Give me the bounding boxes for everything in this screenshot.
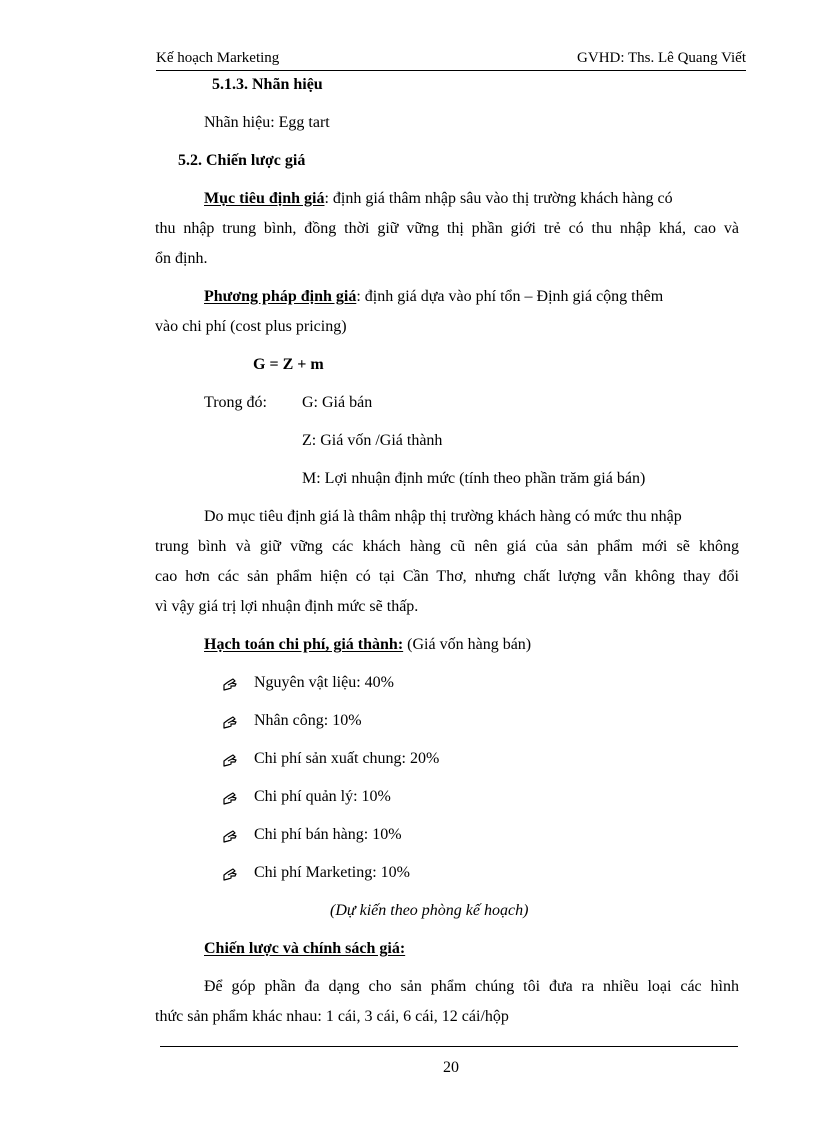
pointing-hand-icon bbox=[222, 866, 238, 882]
pointing-hand-icon bbox=[222, 828, 238, 844]
chien-luoc-line2: thức sản phẩm khác nhau: 1 cái, 3 cái, 6 cái, 12 cái/hộp bbox=[155, 1008, 509, 1025]
header-left: Kế hoạch Marketing bbox=[156, 50, 280, 66]
page-number: 20 bbox=[443, 1059, 459, 1076]
do-muc-tieu-line3: cao hơn các sản phẩm hiện có tại Cần Thơ, nhưng chất lượng vẫn không thay đổi bbox=[155, 568, 739, 585]
phuong-phap-line2: vào chi phí (cost plus pricing) bbox=[155, 318, 347, 335]
section-52-title: 5.2. Chiến lược giá bbox=[178, 152, 306, 169]
plan-note: (Dự kiến theo phòng kế hoạch) bbox=[330, 902, 529, 919]
muc-tieu-line3: ổn định. bbox=[155, 250, 208, 267]
formula: G = Z + m bbox=[253, 356, 324, 373]
cost-list-item: Nhân công: 10% bbox=[254, 712, 362, 729]
chien-luoc-label: Chiến lược và chính sách giá: bbox=[204, 940, 406, 957]
do-muc-tieu-line4: vì vậy giá trị lợi nhuận định mức sẽ thấp. bbox=[155, 598, 419, 615]
trong-do-item-m: M: Lợi nhuận định mức (tính theo phần trăm giá bán) bbox=[302, 470, 646, 487]
footer-rule bbox=[160, 1046, 738, 1047]
muc-tieu-line1-text: : định giá thâm nhập sâu vào thị trường khách hàng có bbox=[324, 190, 673, 207]
section-513-title: 5.1.3. Nhãn hiệu bbox=[212, 76, 323, 93]
trong-do-item-z: Z: Giá vốn /Giá thành bbox=[302, 432, 443, 449]
phuong-phap-line1-text: : định giá dựa vào phí tổn – Định giá cộng thêm bbox=[356, 288, 664, 305]
cost-list-item: Chi phí bán hàng: 10% bbox=[254, 826, 402, 843]
header-right: GVHD: Ths. Lê Quang Viết bbox=[577, 50, 746, 66]
hach-toan-rest: (Giá vốn hàng bán) bbox=[403, 636, 532, 653]
cost-list-item: Chi phí Marketing: 10% bbox=[254, 864, 410, 881]
do-muc-tieu-line2: trung bình và giữ vững các khách hàng cũ nên giá của sản phẩm mới sẽ không bbox=[155, 538, 739, 555]
header-rule bbox=[156, 70, 746, 71]
cost-list-item: Chi phí sản xuất chung: 20% bbox=[254, 750, 440, 767]
trong-do-label: Trong đó: bbox=[204, 394, 267, 411]
hach-toan-label: Hạch toán chi phí, giá thành: bbox=[204, 636, 404, 653]
cost-list-item: Nguyên vật liệu: 40% bbox=[254, 674, 394, 691]
muc-tieu-label: Mục tiêu định giá bbox=[204, 190, 325, 207]
do-muc-tieu-line1: Do mục tiêu định giá là thâm nhập thị trường khách hàng có mức thu nhập bbox=[204, 508, 682, 525]
cost-list-item: Chi phí quản lý: 10% bbox=[254, 788, 391, 805]
phuong-phap-line1 bbox=[204, 288, 663, 306]
pointing-hand-icon bbox=[222, 752, 238, 768]
chien-luoc-line1: Để góp phần đa dạng cho sản phẩm chúng tôi đưa ra nhiều loại các hình bbox=[204, 978, 739, 995]
pointing-hand-icon bbox=[222, 676, 238, 692]
pointing-hand-icon bbox=[222, 714, 238, 730]
brand-line: Nhãn hiệu: Egg tart bbox=[204, 114, 330, 131]
muc-tieu-line1 bbox=[204, 190, 673, 208]
muc-tieu-line2: thu nhập trung bình, đồng thời giữ vững thị phần giới trẻ có thu nhập khá, cao và bbox=[155, 220, 739, 237]
pointing-hand-icon bbox=[222, 790, 238, 806]
hach-toan-line bbox=[204, 636, 531, 654]
trong-do-item-g: G: Giá bán bbox=[302, 394, 373, 411]
phuong-phap-label: Phương pháp định giá bbox=[204, 288, 357, 305]
